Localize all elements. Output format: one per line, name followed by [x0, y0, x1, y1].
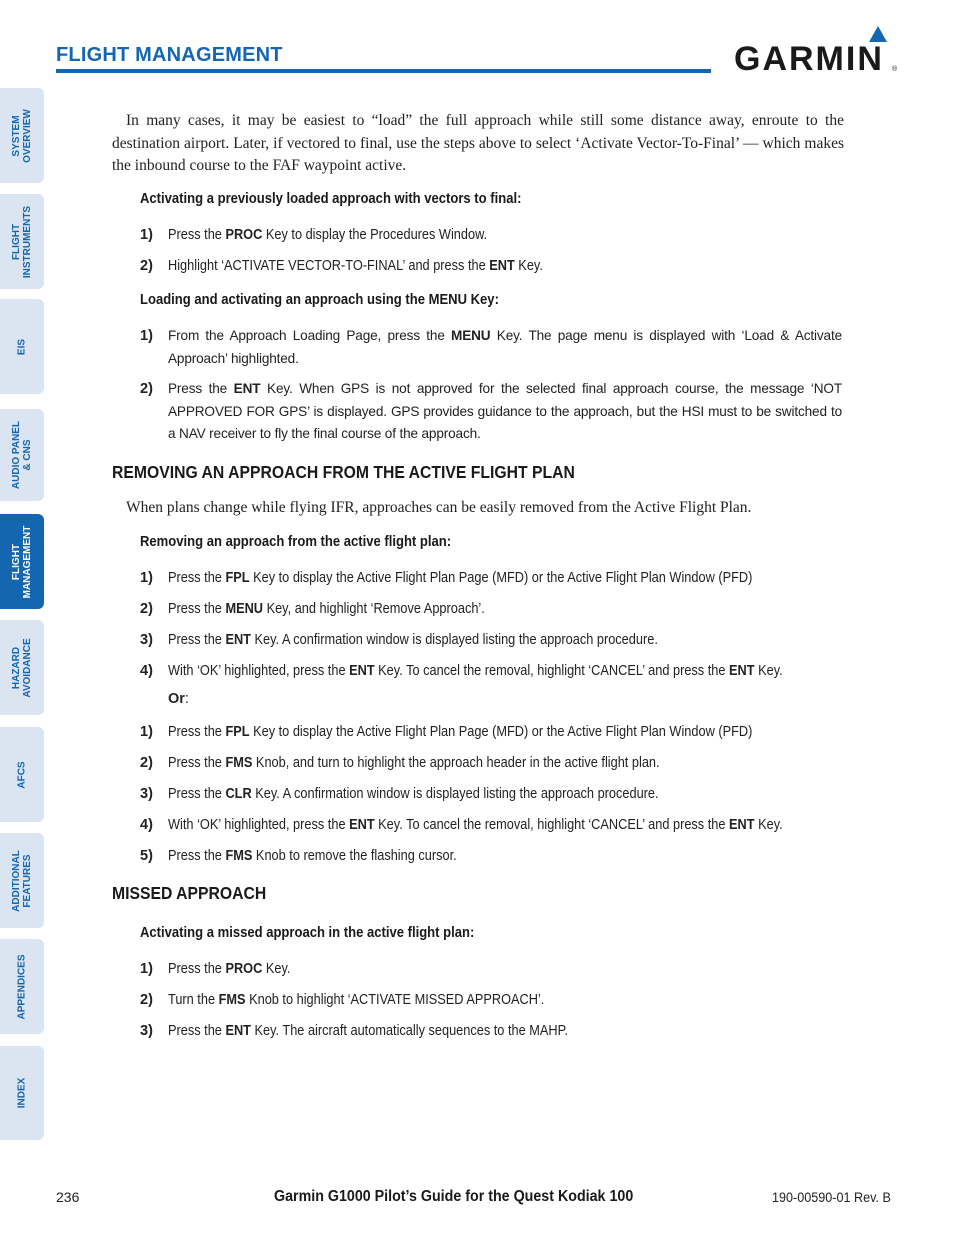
step-number: 2) — [140, 992, 153, 1008]
document-number: 190-00590-01 Rev. B — [772, 1189, 891, 1205]
step-text — [168, 783, 870, 806]
step-text-part: From the Approach Loading Page, press the — [168, 328, 452, 343]
step-number: 1) — [140, 570, 153, 586]
step-text — [168, 660, 870, 683]
step-item — [140, 783, 842, 806]
sidebar-tab-appendices[interactable] — [0, 939, 44, 1034]
step-text-part: Press the — [168, 570, 226, 586]
step-text-part: Knob to highlight ‘ACTIVATE MISSED APPROACH’. — [245, 992, 545, 1008]
step-text-part: Knob to remove the flashing cursor. — [252, 848, 457, 864]
page-number: 236 — [56, 1189, 80, 1205]
subheading-vectors-to-final: Activating a previously loaded approach with vectors to final: — [140, 191, 522, 207]
key-name: FMS — [225, 848, 253, 864]
step-item — [140, 1020, 842, 1043]
step-text — [168, 598, 870, 621]
step-text-part: With ‘OK’ highlighted, press the — [168, 817, 350, 833]
subheading-menu-key: Loading and activating an approach using the MENU Key: — [140, 292, 499, 308]
key-name: ENT — [225, 1023, 251, 1039]
sidebar-tab-label: AFCS — [16, 760, 28, 789]
step-item — [140, 845, 842, 868]
step-number: 1) — [140, 328, 153, 344]
key-name: PROC — [225, 961, 263, 977]
header-rule — [56, 69, 711, 73]
footer-title: Garmin G1000 Pilot’s Guide for the Quest Kodiak 100 — [274, 1188, 634, 1205]
step-text — [168, 378, 842, 446]
step-text-part: Press the — [168, 755, 226, 771]
garmin-logo — [734, 26, 898, 76]
step-text-part: Key to display the Active Flight Plan Page (MFD) or the Active Flight Plan Window (PFD) — [249, 724, 753, 740]
key-name: FPL — [225, 570, 250, 586]
step-item — [140, 378, 842, 446]
step-text — [168, 255, 870, 278]
step-item — [140, 989, 842, 1012]
intro-paragraph: In many cases, it may be easiest to “load” the full approach while still some distance away, enroute to the destination airport. Later, if vectored to final, use the steps above to select ‘Activate Vector-To-Final’ — which makes the inbound course to the FAF waypoint active. — [112, 112, 844, 174]
step-number: 4) — [140, 817, 153, 833]
key-name: ENT — [225, 632, 251, 648]
step-item — [140, 660, 842, 683]
key-name: MENU — [451, 328, 491, 343]
section-heading-remove: REMOVING AN APPROACH FROM THE ACTIVE FLIGHT PLAN — [112, 462, 575, 482]
step-text-part: Press the — [168, 601, 226, 617]
step-text-part: With ‘OK’ highlighted, press the — [168, 663, 350, 679]
sidebar-tab-label: ADDITIONAL FEATURES — [11, 849, 33, 912]
sidebar-tab-label: SYSTEM OVERVIEW — [11, 108, 33, 163]
step-item — [140, 567, 842, 590]
step-text — [168, 721, 870, 744]
sidebar-tab-label: HAZARD AVOIDANCE — [11, 637, 33, 698]
section-heading-missed: MISSED APPROACH — [112, 883, 267, 903]
key-name: ENT — [349, 663, 375, 679]
garmin-wordmark: GARMIN — [734, 40, 884, 78]
key-name: MENU — [225, 601, 264, 617]
step-item — [140, 721, 842, 744]
step-text-part: Key. The page menu is displayed with ‘Load & Activate Approach’ highlighted. — [168, 328, 842, 366]
sidebar-tab-afcs[interactable] — [0, 727, 44, 822]
step-text-part: Key. To cancel the removal, highlight ‘CANCEL’ and press the — [374, 663, 730, 679]
step-text-part: Press the — [168, 632, 226, 648]
step-number: 1) — [140, 724, 153, 740]
step-text-part: Key to display the Procedures Window. — [262, 227, 488, 243]
step-text — [168, 814, 870, 837]
key-name: PROC — [225, 227, 263, 243]
step-text-part: Key. A confirmation window is displayed listing the approach procedure. — [250, 632, 658, 648]
step-number: 2) — [140, 381, 153, 397]
step-text-part: Key, and highlight ‘Remove Approach’. — [263, 601, 485, 617]
step-text — [168, 958, 870, 981]
step-text-part: Key. A confirmation window is displayed listing the approach procedure. — [251, 786, 659, 802]
step-number: 2) — [140, 755, 153, 771]
sidebar-tab-index[interactable] — [0, 1046, 44, 1140]
key-name: ENT — [729, 817, 755, 833]
key-name: CLR — [225, 786, 252, 802]
step-text — [168, 224, 870, 247]
sidebar-tab-audio-panel-cns[interactable] — [0, 409, 44, 501]
key-name: ENT — [489, 258, 515, 274]
step-text-part: Press the — [168, 961, 226, 977]
step-text — [168, 629, 870, 652]
step-item — [140, 752, 842, 775]
key-name: ENT — [349, 817, 375, 833]
sidebar-tab-additional-features[interactable] — [0, 833, 44, 928]
key-name: FMS — [218, 992, 246, 1008]
step-text-part: Press the — [168, 848, 226, 864]
step-text-part: Key to display the Active Flight Plan Page (MFD) or the Active Flight Plan Window (PFD) — [249, 570, 753, 586]
sidebar-tab-label: EIS — [16, 338, 28, 355]
step-text — [168, 845, 870, 868]
step-number: 4) — [140, 663, 153, 679]
step-text-part: Key. — [754, 663, 783, 679]
step-text-part: Press the — [168, 786, 226, 802]
step-number: 3) — [140, 632, 153, 648]
or-separator: Or: — [168, 691, 189, 707]
step-number: 3) — [140, 786, 153, 802]
sidebar-tab-flight-management[interactable] — [0, 514, 44, 609]
step-number: 1) — [140, 961, 153, 977]
step-item — [140, 629, 842, 652]
section-title: FLIGHT MANAGEMENT — [56, 44, 283, 66]
step-number: 5) — [140, 848, 153, 864]
step-number: 2) — [140, 601, 153, 617]
step-text — [168, 325, 842, 370]
subheading-missed-approach: Activating a missed approach in the active flight plan: — [140, 925, 475, 941]
sidebar-tab-system-overview[interactable] — [0, 88, 44, 183]
key-name: FMS — [225, 755, 253, 771]
sidebar-tab-label: FLIGHT MANAGEMENT — [11, 525, 33, 598]
step-item — [140, 598, 842, 621]
sidebar-tab-label: INDEX — [16, 1077, 28, 1109]
remove-intro-paragraph: When plans change while flying IFR, approaches can be easily removed from the Active Flight Plan. — [126, 499, 752, 516]
sidebar-tab-label: FLIGHT INSTRUMENTS — [11, 205, 33, 278]
step-text-part: Press the — [168, 1023, 226, 1039]
step-number: 1) — [140, 227, 153, 243]
step-text-part: Key. The aircraft automatically sequences to the MAHP. — [250, 1023, 569, 1039]
step-item — [140, 255, 842, 278]
sidebar-tab-eis[interactable] — [0, 299, 44, 394]
key-name: ENT — [233, 381, 261, 396]
sidebar-tab-label: APPENDICES — [16, 953, 28, 1020]
sidebar-tab-label: AUDIO PANEL & CNS — [11, 420, 33, 490]
step-item — [140, 224, 842, 247]
step-number: 3) — [140, 1023, 153, 1039]
step-item — [140, 958, 842, 981]
step-text — [168, 989, 870, 1012]
step-text-part: Turn the — [168, 992, 219, 1008]
step-text-part: Press the — [168, 381, 234, 396]
step-text-part: Key. When GPS is not approved for the selected final approach course, the message ‘NOT APPROVED FOR GPS’ is displayed. GPS provides guidance to the approach, but the HSI must to be switched to a NAV receiver to fly the final course of the approach. — [168, 381, 842, 441]
step-item — [140, 814, 842, 837]
step-item — [140, 325, 842, 370]
key-name: ENT — [729, 663, 755, 679]
key-name: FPL — [225, 724, 250, 740]
sidebar-tab-flight-instruments[interactable] — [0, 194, 44, 289]
step-text-part: Key. — [754, 817, 783, 833]
step-text-part: Highlight ‘ACTIVATE VECTOR-TO-FINAL’ and press the — [168, 258, 490, 274]
step-text-part: Key. — [262, 961, 291, 977]
step-text-part: Knob, and turn to highlight the approach header in the active flight plan. — [252, 755, 660, 771]
step-text — [168, 567, 870, 590]
registered-mark: ® — [892, 66, 898, 73]
step-text-part: Key. To cancel the removal, highlight ‘CANCEL’ and press the — [374, 817, 730, 833]
step-text-part: Press the — [168, 227, 226, 243]
subheading-remove-approach: Removing an approach from the active flight plan: — [140, 534, 452, 550]
step-text — [168, 1020, 870, 1043]
step-number: 2) — [140, 258, 153, 274]
step-text-part: Press the — [168, 724, 226, 740]
sidebar-tab-hazard-avoidance[interactable] — [0, 620, 44, 715]
step-text — [168, 752, 870, 775]
step-text-part: Key. — [514, 258, 543, 274]
